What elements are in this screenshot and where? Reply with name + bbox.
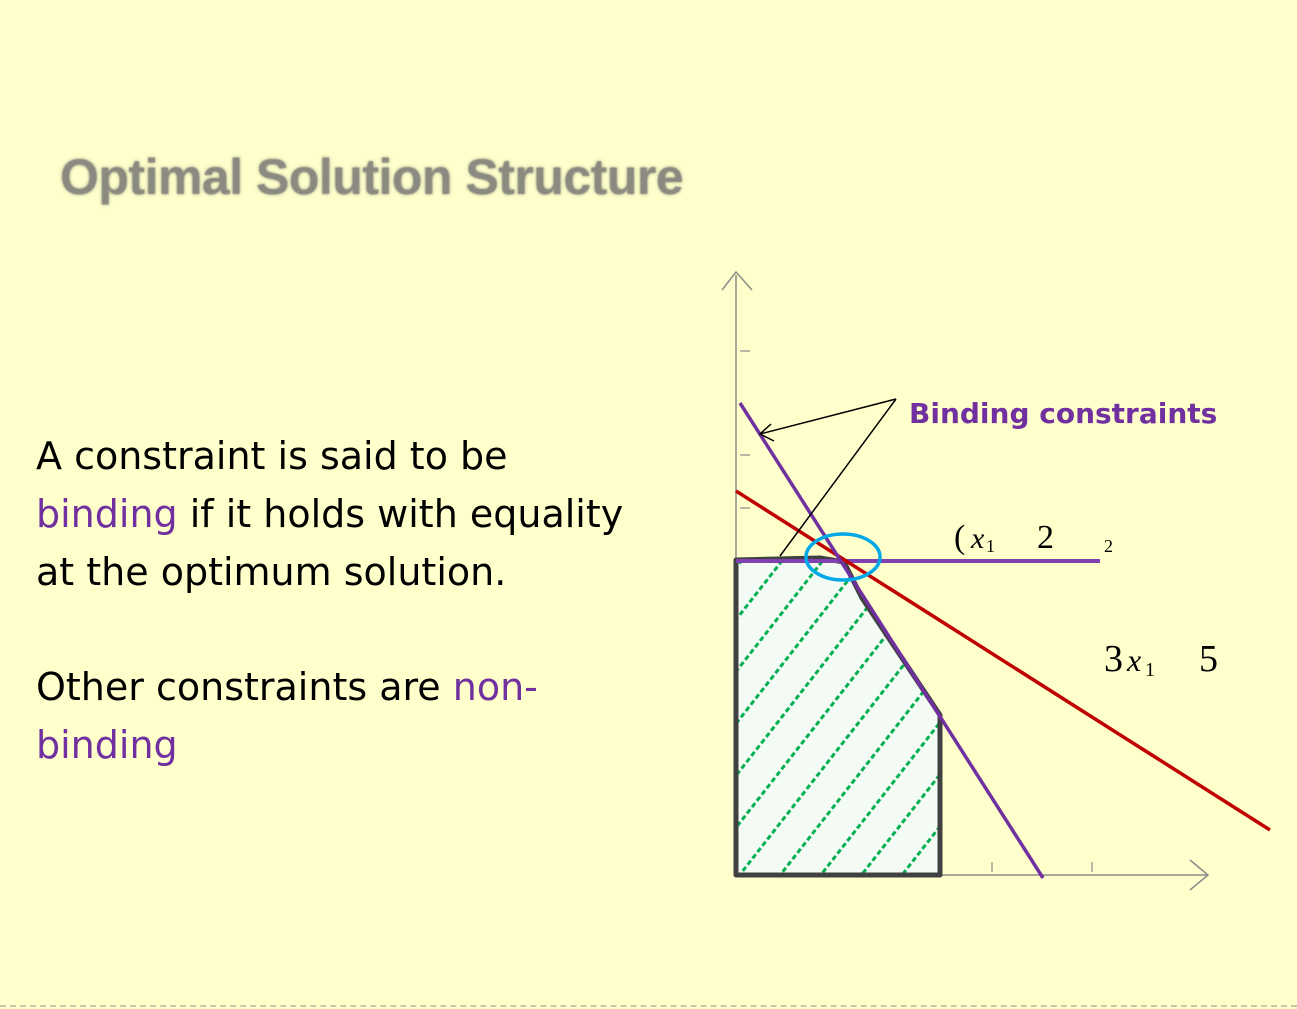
equation-fragment-1 bbox=[954, 519, 1113, 556]
bottom-divider bbox=[0, 1005, 1297, 1007]
eq1-subscript: 1 bbox=[986, 536, 995, 556]
definition-line-3: at the optimum solution. bbox=[36, 550, 507, 594]
binding-term: binding bbox=[36, 492, 178, 536]
eq2-coefficient: 3 bbox=[1104, 638, 1123, 680]
equation-fragment-2 bbox=[1104, 638, 1218, 681]
eq1-small-number: 2 bbox=[1104, 536, 1113, 556]
eq2-subscript: 1 bbox=[1145, 659, 1155, 681]
eq2-variable: x bbox=[1127, 642, 1142, 678]
eq1-variable: x bbox=[971, 522, 985, 555]
non-binding-line-1-plain: Other constraints are bbox=[36, 665, 453, 709]
eq1-number: 2 bbox=[1037, 519, 1054, 556]
annotation-arrows bbox=[760, 399, 896, 556]
eq1-open-paren: ( bbox=[954, 519, 966, 556]
definition-line-2-rest: if it holds with equality bbox=[177, 492, 624, 536]
eq2-number: 5 bbox=[1199, 638, 1218, 680]
non-term: non- bbox=[452, 665, 538, 709]
feasible-region bbox=[736, 558, 940, 875]
definition-line-1: A constraint is said to be bbox=[36, 434, 508, 478]
slide-title: Optimal Solution Structure bbox=[60, 149, 684, 205]
binding-term-2: binding bbox=[36, 723, 178, 767]
binding-constraints-label: Binding constraints bbox=[909, 397, 1218, 430]
